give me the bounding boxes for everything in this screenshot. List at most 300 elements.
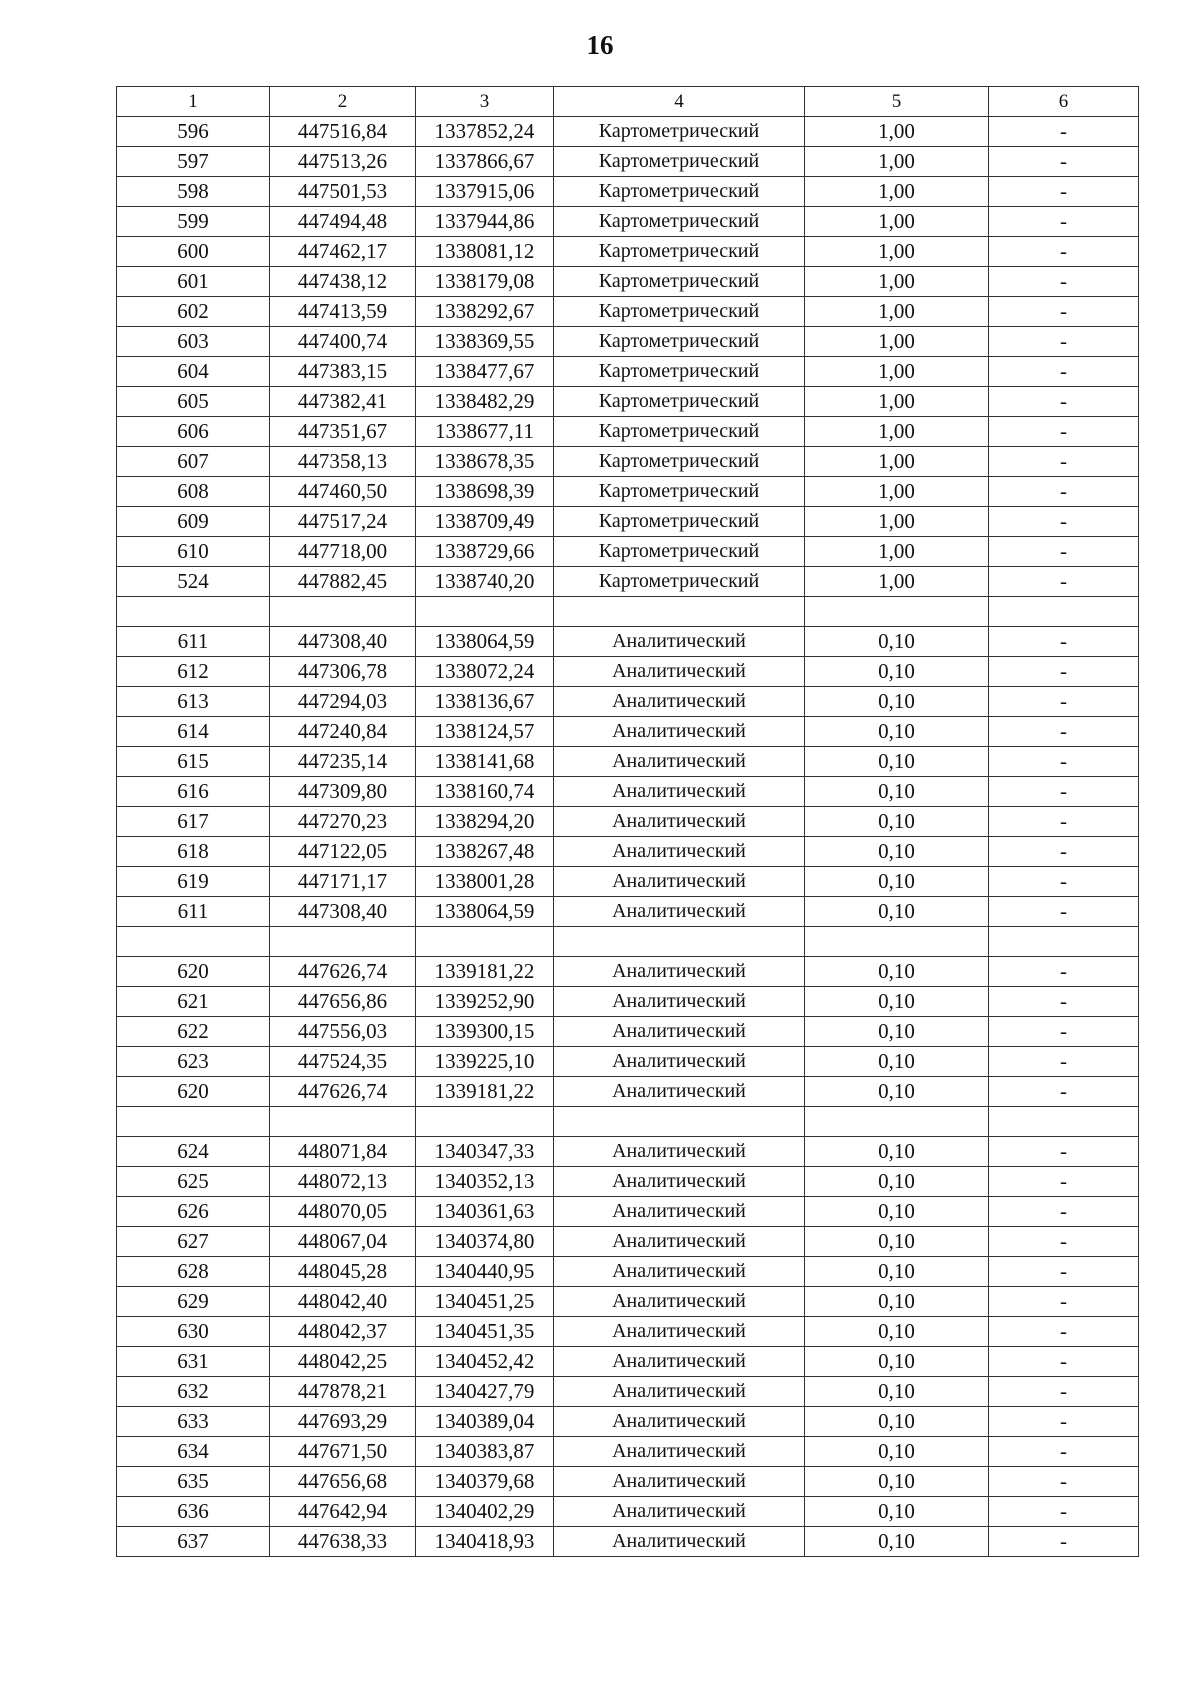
table-row [117, 477, 1139, 507]
accuracy-cell: 0,10 [805, 1017, 989, 1047]
table-row [117, 1437, 1139, 1467]
y-coordinate-cell: 1340352,13 [416, 1167, 554, 1197]
point-number-cell: 605 [117, 387, 270, 417]
note-cell: - [989, 1467, 1139, 1497]
y-coordinate-cell [416, 1107, 554, 1137]
note-cell: - [989, 987, 1139, 1017]
point-number-cell [117, 597, 270, 627]
method-cell: Аналитический [554, 987, 805, 1017]
table-row [117, 1497, 1139, 1527]
accuracy-cell: 0,10 [805, 687, 989, 717]
x-coordinate-cell: 447693,29 [270, 1407, 416, 1437]
x-coordinate-cell: 447358,13 [270, 447, 416, 477]
method-cell: Аналитический [554, 1287, 805, 1317]
note-cell: - [989, 387, 1139, 417]
accuracy-cell: 0,10 [805, 867, 989, 897]
x-coordinate-cell: 448045,28 [270, 1257, 416, 1287]
note-cell [989, 927, 1139, 957]
x-coordinate-cell: 447882,45 [270, 567, 416, 597]
note-cell: - [989, 1047, 1139, 1077]
note-cell: - [989, 867, 1139, 897]
note-cell: - [989, 1257, 1139, 1287]
y-coordinate-cell: 1338001,28 [416, 867, 554, 897]
point-number-cell: 631 [117, 1347, 270, 1377]
note-cell: - [989, 1077, 1139, 1107]
x-coordinate-cell: 447513,26 [270, 147, 416, 177]
y-coordinate-cell: 1338072,24 [416, 657, 554, 687]
table-row [117, 387, 1139, 417]
y-coordinate-cell: 1340451,25 [416, 1287, 554, 1317]
point-number-cell: 615 [117, 747, 270, 777]
method-cell: Аналитический [554, 747, 805, 777]
table-row [117, 417, 1139, 447]
method-cell: Картометрический [554, 507, 805, 537]
x-coordinate-cell: 448042,40 [270, 1287, 416, 1317]
table-row [117, 867, 1139, 897]
y-coordinate-cell: 1338698,39 [416, 477, 554, 507]
point-number-cell: 613 [117, 687, 270, 717]
x-coordinate-cell: 447501,53 [270, 177, 416, 207]
x-coordinate-cell: 447306,78 [270, 657, 416, 687]
y-coordinate-cell: 1338064,59 [416, 627, 554, 657]
accuracy-cell: 0,10 [805, 1377, 989, 1407]
x-coordinate-cell: 447270,23 [270, 807, 416, 837]
method-cell: Аналитический [554, 1257, 805, 1287]
method-cell: Аналитический [554, 837, 805, 867]
column-header-1: 1 [117, 87, 270, 117]
point-number-cell: 600 [117, 237, 270, 267]
accuracy-cell: 0,10 [805, 837, 989, 867]
table-row [117, 627, 1139, 657]
method-cell: Аналитический [554, 1227, 805, 1257]
accuracy-cell: 0,10 [805, 1347, 989, 1377]
y-coordinate-cell: 1338136,67 [416, 687, 554, 717]
point-number-cell: 633 [117, 1407, 270, 1437]
note-cell: - [989, 447, 1139, 477]
note-cell: - [989, 207, 1139, 237]
accuracy-cell: 1,00 [805, 477, 989, 507]
point-number-cell: 637 [117, 1527, 270, 1557]
point-number-cell: 612 [117, 657, 270, 687]
point-number-cell: 598 [117, 177, 270, 207]
method-cell: Картометрический [554, 147, 805, 177]
table-row [117, 747, 1139, 777]
table-row [117, 207, 1139, 237]
y-coordinate-cell [416, 597, 554, 627]
point-number-cell: 629 [117, 1287, 270, 1317]
y-coordinate-cell: 1340427,79 [416, 1377, 554, 1407]
method-cell: Аналитический [554, 657, 805, 687]
table-row [117, 327, 1139, 357]
note-cell: - [989, 657, 1139, 687]
note-cell: - [989, 327, 1139, 357]
point-number-cell: 614 [117, 717, 270, 747]
method-cell: Картометрический [554, 567, 805, 597]
x-coordinate-cell: 447122,05 [270, 837, 416, 867]
accuracy-cell [805, 927, 989, 957]
accuracy-cell: 0,10 [805, 1047, 989, 1077]
y-coordinate-cell: 1338160,74 [416, 777, 554, 807]
note-cell: - [989, 687, 1139, 717]
y-coordinate-cell: 1338729,66 [416, 537, 554, 567]
point-number-cell: 625 [117, 1167, 270, 1197]
point-number-cell: 632 [117, 1377, 270, 1407]
note-cell: - [989, 1197, 1139, 1227]
y-coordinate-cell: 1339300,15 [416, 1017, 554, 1047]
accuracy-cell: 1,00 [805, 177, 989, 207]
accuracy-cell: 1,00 [805, 237, 989, 267]
table-separator-row [117, 927, 1139, 957]
x-coordinate-cell: 447460,50 [270, 477, 416, 507]
table-body [117, 117, 1139, 1557]
table-row [117, 1347, 1139, 1377]
column-header-2: 2 [270, 87, 416, 117]
y-coordinate-cell: 1340440,95 [416, 1257, 554, 1287]
y-coordinate-cell: 1340451,35 [416, 1317, 554, 1347]
accuracy-cell: 1,00 [805, 357, 989, 387]
point-number-cell: 610 [117, 537, 270, 567]
note-cell: - [989, 237, 1139, 267]
y-coordinate-cell: 1340389,04 [416, 1407, 554, 1437]
method-cell: Картометрический [554, 207, 805, 237]
y-coordinate-cell: 1338179,08 [416, 267, 554, 297]
note-cell: - [989, 1227, 1139, 1257]
accuracy-cell: 0,10 [805, 777, 989, 807]
note-cell: - [989, 147, 1139, 177]
note-cell: - [989, 897, 1139, 927]
note-cell: - [989, 537, 1139, 567]
note-cell: - [989, 777, 1139, 807]
method-cell: Аналитический [554, 1017, 805, 1047]
table-row [117, 507, 1139, 537]
table-row [117, 267, 1139, 297]
note-cell: - [989, 1437, 1139, 1467]
table-row [117, 657, 1139, 687]
accuracy-cell [805, 1107, 989, 1137]
accuracy-cell: 0,10 [805, 1437, 989, 1467]
x-coordinate-cell: 447642,94 [270, 1497, 416, 1527]
x-coordinate-cell: 447494,48 [270, 207, 416, 237]
table-row [117, 807, 1139, 837]
x-coordinate-cell: 447308,40 [270, 627, 416, 657]
y-coordinate-cell: 1338292,67 [416, 297, 554, 327]
note-cell: - [989, 477, 1139, 507]
point-number-cell: 634 [117, 1437, 270, 1467]
x-coordinate-cell: 447556,03 [270, 1017, 416, 1047]
table-separator-row [117, 1107, 1139, 1137]
accuracy-cell: 1,00 [805, 507, 989, 537]
table-row [117, 537, 1139, 567]
x-coordinate-cell: 447351,67 [270, 417, 416, 447]
method-cell: Картометрический [554, 327, 805, 357]
x-coordinate-cell: 447462,17 [270, 237, 416, 267]
y-coordinate-cell: 1338740,20 [416, 567, 554, 597]
point-number-cell: 603 [117, 327, 270, 357]
table-row [117, 147, 1139, 177]
table-row [117, 897, 1139, 927]
method-cell: Картометрический [554, 537, 805, 567]
note-cell: - [989, 1497, 1139, 1527]
table-row [117, 1047, 1139, 1077]
table-row [117, 1227, 1139, 1257]
note-cell: - [989, 717, 1139, 747]
table-row [117, 117, 1139, 147]
x-coordinate-cell: 447383,15 [270, 357, 416, 387]
x-coordinate-cell: 447438,12 [270, 267, 416, 297]
x-coordinate-cell: 447171,17 [270, 867, 416, 897]
x-coordinate-cell: 447382,41 [270, 387, 416, 417]
method-cell: Картометрический [554, 297, 805, 327]
accuracy-cell: 0,10 [805, 1467, 989, 1497]
table-row [117, 1287, 1139, 1317]
x-coordinate-cell: 447718,00 [270, 537, 416, 567]
accuracy-cell: 1,00 [805, 327, 989, 357]
column-header-6: 6 [989, 87, 1139, 117]
method-cell: Аналитический [554, 777, 805, 807]
table-header-row [117, 87, 1139, 117]
note-cell: - [989, 177, 1139, 207]
table-row [117, 1527, 1139, 1557]
note-cell: - [989, 1167, 1139, 1197]
accuracy-cell: 1,00 [805, 537, 989, 567]
table-row [117, 1017, 1139, 1047]
x-coordinate-cell [270, 927, 416, 957]
x-coordinate-cell: 448067,04 [270, 1227, 416, 1257]
note-cell: - [989, 267, 1139, 297]
note-cell: - [989, 567, 1139, 597]
method-cell: Аналитический [554, 957, 805, 987]
table-row [117, 687, 1139, 717]
y-coordinate-cell: 1338678,35 [416, 447, 554, 477]
accuracy-cell: 0,10 [805, 657, 989, 687]
column-header-4: 4 [554, 87, 805, 117]
table-row [117, 1317, 1139, 1347]
note-cell: - [989, 1527, 1139, 1557]
table-row [117, 1137, 1139, 1167]
point-number-cell: 618 [117, 837, 270, 867]
note-cell: - [989, 507, 1139, 537]
point-number-cell: 623 [117, 1047, 270, 1077]
accuracy-cell: 1,00 [805, 147, 989, 177]
method-cell: Аналитический [554, 807, 805, 837]
page-number: 16 [586, 30, 614, 60]
y-coordinate-cell: 1338141,68 [416, 747, 554, 777]
accuracy-cell: 0,10 [805, 1257, 989, 1287]
x-coordinate-cell: 448042,25 [270, 1347, 416, 1377]
point-number-cell: 635 [117, 1467, 270, 1497]
y-coordinate-cell: 1337915,06 [416, 177, 554, 207]
accuracy-cell: 0,10 [805, 807, 989, 837]
accuracy-cell: 1,00 [805, 267, 989, 297]
accuracy-cell: 1,00 [805, 417, 989, 447]
point-number-cell: 620 [117, 957, 270, 987]
point-number-cell: 608 [117, 477, 270, 507]
note-cell: - [989, 417, 1139, 447]
note-cell: - [989, 1017, 1139, 1047]
y-coordinate-cell: 1338064,59 [416, 897, 554, 927]
note-cell: - [989, 747, 1139, 777]
table-row [117, 957, 1139, 987]
x-coordinate-cell [270, 597, 416, 627]
method-cell: Аналитический [554, 687, 805, 717]
accuracy-cell: 0,10 [805, 1227, 989, 1257]
accuracy-cell: 0,10 [805, 1497, 989, 1527]
point-number-cell: 619 [117, 867, 270, 897]
x-coordinate-cell: 448072,13 [270, 1167, 416, 1197]
note-cell: - [989, 1407, 1139, 1437]
accuracy-cell: 0,10 [805, 1137, 989, 1167]
table-separator-row [117, 597, 1139, 627]
accuracy-cell: 1,00 [805, 117, 989, 147]
y-coordinate-cell: 1340347,33 [416, 1137, 554, 1167]
note-cell: - [989, 807, 1139, 837]
table-row [117, 357, 1139, 387]
note-cell: - [989, 837, 1139, 867]
accuracy-cell: 0,10 [805, 627, 989, 657]
accuracy-cell: 0,10 [805, 717, 989, 747]
point-number-cell: 621 [117, 987, 270, 1017]
y-coordinate-cell: 1340452,42 [416, 1347, 554, 1377]
method-cell: Аналитический [554, 897, 805, 927]
note-cell: - [989, 1377, 1139, 1407]
method-cell [554, 1107, 805, 1137]
y-coordinate-cell: 1337852,24 [416, 117, 554, 147]
x-coordinate-cell: 447656,86 [270, 987, 416, 1017]
method-cell: Аналитический [554, 1497, 805, 1527]
method-cell: Картометрический [554, 117, 805, 147]
point-number-cell: 624 [117, 1137, 270, 1167]
table-row [117, 717, 1139, 747]
method-cell: Картометрический [554, 447, 805, 477]
y-coordinate-cell: 1338709,49 [416, 507, 554, 537]
point-number-cell: 636 [117, 1497, 270, 1527]
y-coordinate-cell: 1338294,20 [416, 807, 554, 837]
y-coordinate-cell: 1337866,67 [416, 147, 554, 177]
point-number-cell: 524 [117, 567, 270, 597]
table-row [117, 1167, 1139, 1197]
y-coordinate-cell: 1340374,80 [416, 1227, 554, 1257]
method-cell: Аналитический [554, 1527, 805, 1557]
accuracy-cell: 1,00 [805, 207, 989, 237]
note-cell: - [989, 297, 1139, 327]
note-cell: - [989, 117, 1139, 147]
accuracy-cell: 1,00 [805, 567, 989, 597]
point-number-cell: 599 [117, 207, 270, 237]
x-coordinate-cell: 447524,35 [270, 1047, 416, 1077]
method-cell: Аналитический [554, 1317, 805, 1347]
point-number-cell: 611 [117, 897, 270, 927]
y-coordinate-cell: 1338267,48 [416, 837, 554, 867]
x-coordinate-cell: 447235,14 [270, 747, 416, 777]
accuracy-cell: 1,00 [805, 387, 989, 417]
accuracy-cell [805, 597, 989, 627]
point-number-cell: 616 [117, 777, 270, 807]
method-cell: Аналитический [554, 717, 805, 747]
table-row [117, 297, 1139, 327]
x-coordinate-cell: 448070,05 [270, 1197, 416, 1227]
point-number-cell: 596 [117, 117, 270, 147]
y-coordinate-cell: 1338124,57 [416, 717, 554, 747]
column-header-3: 3 [416, 87, 554, 117]
x-coordinate-cell: 447878,21 [270, 1377, 416, 1407]
y-coordinate-cell: 1338081,12 [416, 237, 554, 267]
point-number-cell: 628 [117, 1257, 270, 1287]
point-number-cell: 626 [117, 1197, 270, 1227]
table-row [117, 1467, 1139, 1497]
x-coordinate-cell: 447294,03 [270, 687, 416, 717]
y-coordinate-cell: 1339252,90 [416, 987, 554, 1017]
x-coordinate-cell: 448071,84 [270, 1137, 416, 1167]
x-coordinate-cell: 447240,84 [270, 717, 416, 747]
table-row [117, 837, 1139, 867]
method-cell: Аналитический [554, 627, 805, 657]
note-cell: - [989, 1347, 1139, 1377]
y-coordinate-cell [416, 927, 554, 957]
x-coordinate-cell: 447626,74 [270, 957, 416, 987]
method-cell: Картометрический [554, 177, 805, 207]
y-coordinate-cell: 1339225,10 [416, 1047, 554, 1077]
accuracy-cell: 0,10 [805, 1077, 989, 1107]
point-number-cell: 604 [117, 357, 270, 387]
table-row [117, 177, 1139, 207]
method-cell: Аналитический [554, 867, 805, 897]
method-cell [554, 597, 805, 627]
note-cell: - [989, 1287, 1139, 1317]
method-cell: Картометрический [554, 357, 805, 387]
y-coordinate-cell: 1340379,68 [416, 1467, 554, 1497]
x-coordinate-cell: 447308,40 [270, 897, 416, 927]
point-number-cell: 611 [117, 627, 270, 657]
point-number-cell: 601 [117, 267, 270, 297]
accuracy-cell: 0,10 [805, 897, 989, 927]
point-number-cell: 609 [117, 507, 270, 537]
x-coordinate-cell: 447413,59 [270, 297, 416, 327]
accuracy-cell: 0,10 [805, 747, 989, 777]
x-coordinate-cell [270, 1107, 416, 1137]
accuracy-cell: 0,10 [805, 1287, 989, 1317]
table-row [117, 1077, 1139, 1107]
point-number-cell: 620 [117, 1077, 270, 1107]
method-cell [554, 927, 805, 957]
note-cell: - [989, 1317, 1139, 1347]
point-number-cell [117, 927, 270, 957]
method-cell: Аналитический [554, 1077, 805, 1107]
accuracy-cell: 1,00 [805, 447, 989, 477]
method-cell: Картометрический [554, 477, 805, 507]
point-number-cell: 617 [117, 807, 270, 837]
y-coordinate-cell: 1340383,87 [416, 1437, 554, 1467]
method-cell: Аналитический [554, 1437, 805, 1467]
note-cell: - [989, 357, 1139, 387]
y-coordinate-cell: 1338477,67 [416, 357, 554, 387]
note-cell: - [989, 1137, 1139, 1167]
y-coordinate-cell: 1340418,93 [416, 1527, 554, 1557]
accuracy-cell: 0,10 [805, 987, 989, 1017]
method-cell: Картометрический [554, 417, 805, 447]
accuracy-cell: 0,10 [805, 1317, 989, 1347]
x-coordinate-cell: 447516,84 [270, 117, 416, 147]
y-coordinate-cell: 1337944,86 [416, 207, 554, 237]
table-row [117, 567, 1139, 597]
point-number-cell: 607 [117, 447, 270, 477]
x-coordinate-cell: 447656,68 [270, 1467, 416, 1497]
accuracy-cell: 0,10 [805, 957, 989, 987]
y-coordinate-cell: 1338369,55 [416, 327, 554, 357]
accuracy-cell: 0,10 [805, 1197, 989, 1227]
method-cell: Аналитический [554, 1197, 805, 1227]
x-coordinate-cell: 447671,50 [270, 1437, 416, 1467]
method-cell: Аналитический [554, 1167, 805, 1197]
